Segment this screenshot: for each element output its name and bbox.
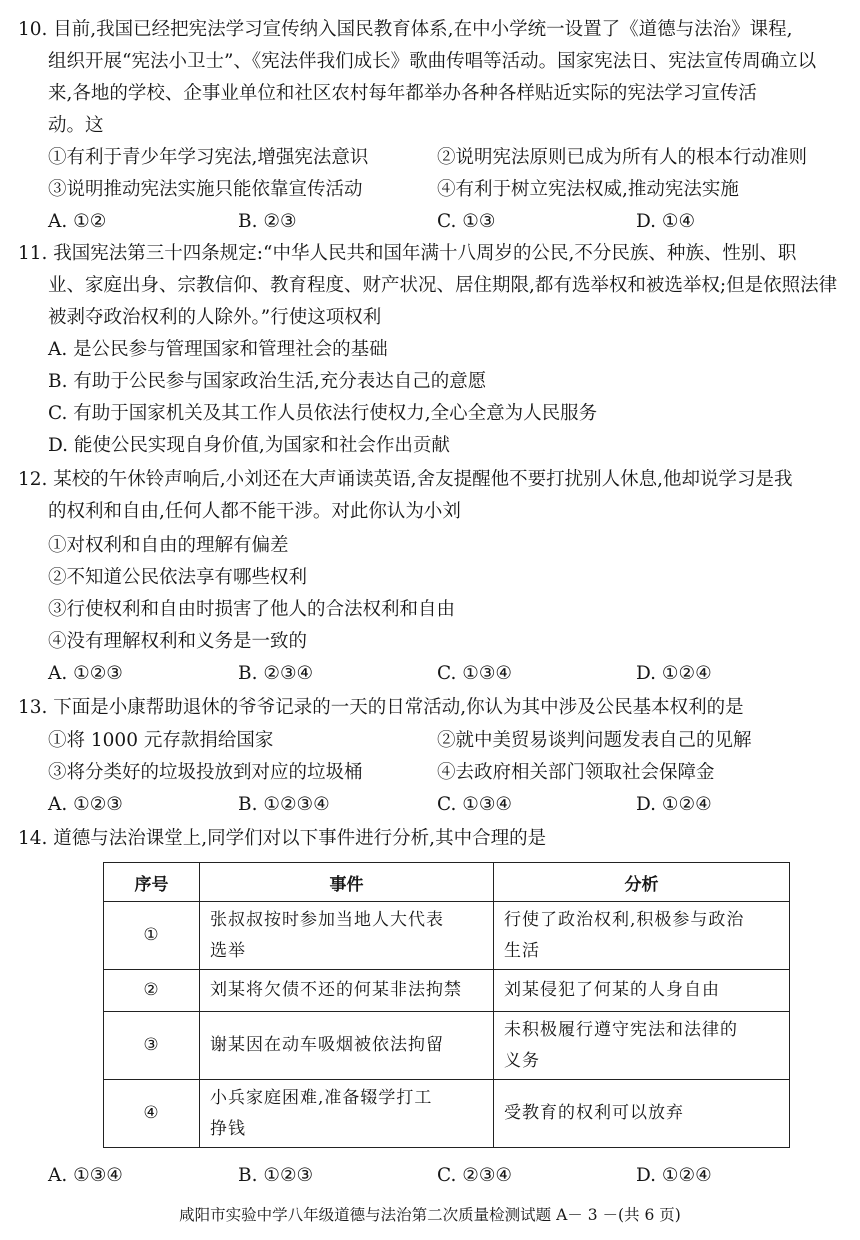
q10-stem-line-1: 10. 目前,我国已经把宪法学习宣传纳入国民教育体系,在中小学统一设置了《道德与法治》课程, — [18, 19, 793, 40]
row-number: ① — [104, 902, 200, 970]
q14-event-table — [103, 862, 790, 1148]
q14-stem: 14. 道德与法治课堂上,同学们对以下事件进行分析,其中合理的是 — [18, 828, 547, 849]
q10-stem-line-3: 来,各地的学校、企事业单位和社区农村每年都举办各种各样贴近实际的宪法学习宣传活 — [48, 83, 757, 104]
q12-statement-1: ①对权利和自由的理解有偏差 — [48, 535, 289, 556]
row-event — [200, 1012, 494, 1080]
row-number: ④ — [104, 1080, 200, 1148]
q12-option-d: D. ①②④ — [636, 663, 712, 684]
q12-option-a: A. ①②③ — [48, 663, 123, 684]
q11-option-d: D. 能使公民实现自身价值,为国家和社会作出贡献 — [48, 435, 450, 456]
row-analysis — [494, 1012, 790, 1080]
q11-stem-line-1: 11. 我国宪法第三十四条规定:“中华人民共和国年满十八周岁的公民,不分民族、种族、性别、职 — [18, 243, 797, 264]
event-line: 小兵家庭困难,准备辍学打工 — [210, 1087, 433, 1108]
q12-option-c: C. ①③④ — [437, 663, 513, 684]
event-line: 谢某因在动车吸烟被依法拘留 — [210, 1035, 444, 1055]
q12-stem-line-1: 12. 某校的午休铃声响后,小刘还在大声诵读英语,舍友提醒他不要打扰别人休息,他却说学习是我 — [18, 469, 793, 490]
table-row — [104, 970, 790, 1012]
q11-option-b: B. 有助于公民参与国家政治生活,充分表达自己的意愿 — [48, 371, 487, 392]
analysis-line: 受教育的权利可以放弃 — [504, 1103, 684, 1123]
table-header-row — [104, 863, 790, 902]
page-footer: 咸阳市实验中学八年级道德与法治第二次质量检测试题 A－ 3 －(共 6 页) — [179, 1206, 681, 1224]
q14-option-b: B. ①②③ — [238, 1165, 314, 1186]
event-line: 挣钱 — [210, 1118, 246, 1139]
table-row — [104, 902, 790, 970]
row-event — [200, 1080, 494, 1148]
row-number: ② — [104, 970, 200, 1012]
header-event: 事件 — [200, 863, 494, 902]
q12-statement-4: ④没有理解权利和义务是一致的 — [48, 631, 308, 652]
q11-stem-line-2: 业、家庭出身、宗教信仰、教育程度、财产状况、居住期限,都有选举权和被选举权;但是依照法律 — [48, 275, 838, 296]
q10-option-b: B. ②③ — [238, 211, 297, 232]
q14-option-a: A. ①③④ — [48, 1165, 123, 1186]
analysis-line: 行使了政治权利,积极参与政治 — [504, 909, 745, 930]
q13-statement-1: ①将 1000 元存款捐给国家 — [48, 730, 274, 751]
row-analysis — [494, 1080, 790, 1148]
q10-option-c: C. ①③ — [437, 211, 496, 232]
q11-stem-line-3: 被剥夺政治权利的人除外。”行使这项权利 — [48, 307, 382, 328]
row-analysis — [494, 902, 790, 970]
header-number: 序号 — [104, 863, 200, 902]
header-analysis: 分析 — [494, 863, 790, 902]
q14-option-d: D. ①②④ — [636, 1165, 712, 1186]
q10-option-a: A. ①② — [48, 211, 107, 232]
q13-option-a: A. ①②③ — [48, 794, 123, 815]
analysis-line: 未积极履行遵守宪法和法律的 — [504, 1019, 738, 1040]
q13-option-b: B. ①②③④ — [238, 794, 330, 815]
q13-statement-4: ④去政府相关部门领取社会保障金 — [437, 762, 715, 783]
analysis-line: 义务 — [504, 1050, 540, 1071]
row-analysis — [494, 970, 790, 1012]
q13-option-c: C. ①③④ — [437, 794, 513, 815]
event-line: 张叔叔按时参加当地人大代表 — [210, 909, 444, 930]
table-row — [104, 1012, 790, 1080]
q11-option-c: C. 有助于国家机关及其工作人员依法行使权力,全心全意为人民服务 — [48, 403, 598, 424]
q10-statement-3: ③说明推动宪法实施只能依靠宣传活动 — [48, 179, 363, 200]
q10-option-d: D. ①④ — [636, 211, 696, 232]
analysis-line: 刘某侵犯了何某的人身自由 — [504, 980, 720, 1000]
q11-option-a: A. 是公民参与管理国家和管理社会的基础 — [48, 339, 388, 360]
q13-statement-3: ③将分类好的垃圾投放到对应的垃圾桶 — [48, 762, 363, 783]
q10-statement-4: ④有利于树立宪法权威,推动宪法实施 — [437, 179, 739, 200]
q10-statement-1: ①有利于青少年学习宪法,增强宪法意识 — [48, 147, 369, 168]
row-event — [200, 970, 494, 1012]
row-number: ③ — [104, 1012, 200, 1080]
q13-option-d: D. ①②④ — [636, 794, 712, 815]
q14-option-c: C. ②③④ — [437, 1165, 513, 1186]
q10-stem-line-4: 动。这 — [48, 115, 104, 136]
q13-statement-2: ②就中美贸易谈判问题发表自己的见解 — [437, 730, 752, 751]
q13-stem: 13. 下面是小康帮助退休的爷爷记录的一天的日常活动,你认为其中涉及公民基本权利的是 — [18, 697, 744, 718]
q10-statement-2: ②说明宪法原则已成为所有人的根本行动准则 — [437, 147, 808, 168]
q12-stem-line-2: 的权利和自由,任何人都不能干涉。对此你认为小刘 — [48, 501, 461, 522]
table-row — [104, 1080, 790, 1148]
q12-statement-2: ②不知道公民依法享有哪些权利 — [48, 567, 308, 588]
event-line: 刘某将欠债不还的何某非法拘禁 — [210, 980, 462, 1000]
q12-option-b: B. ②③④ — [238, 663, 314, 684]
analysis-line: 生活 — [504, 940, 540, 961]
event-line: 选举 — [210, 940, 246, 961]
q12-statement-3: ③行使权利和自由时损害了他人的合法权利和自由 — [48, 599, 456, 620]
q10-stem-line-2: 组织开展“宪法小卫士”、《宪法伴我们成长》歌曲传唱等活动。国家宪法日、宪法宣传周确立以 — [48, 51, 817, 72]
row-event — [200, 902, 494, 970]
